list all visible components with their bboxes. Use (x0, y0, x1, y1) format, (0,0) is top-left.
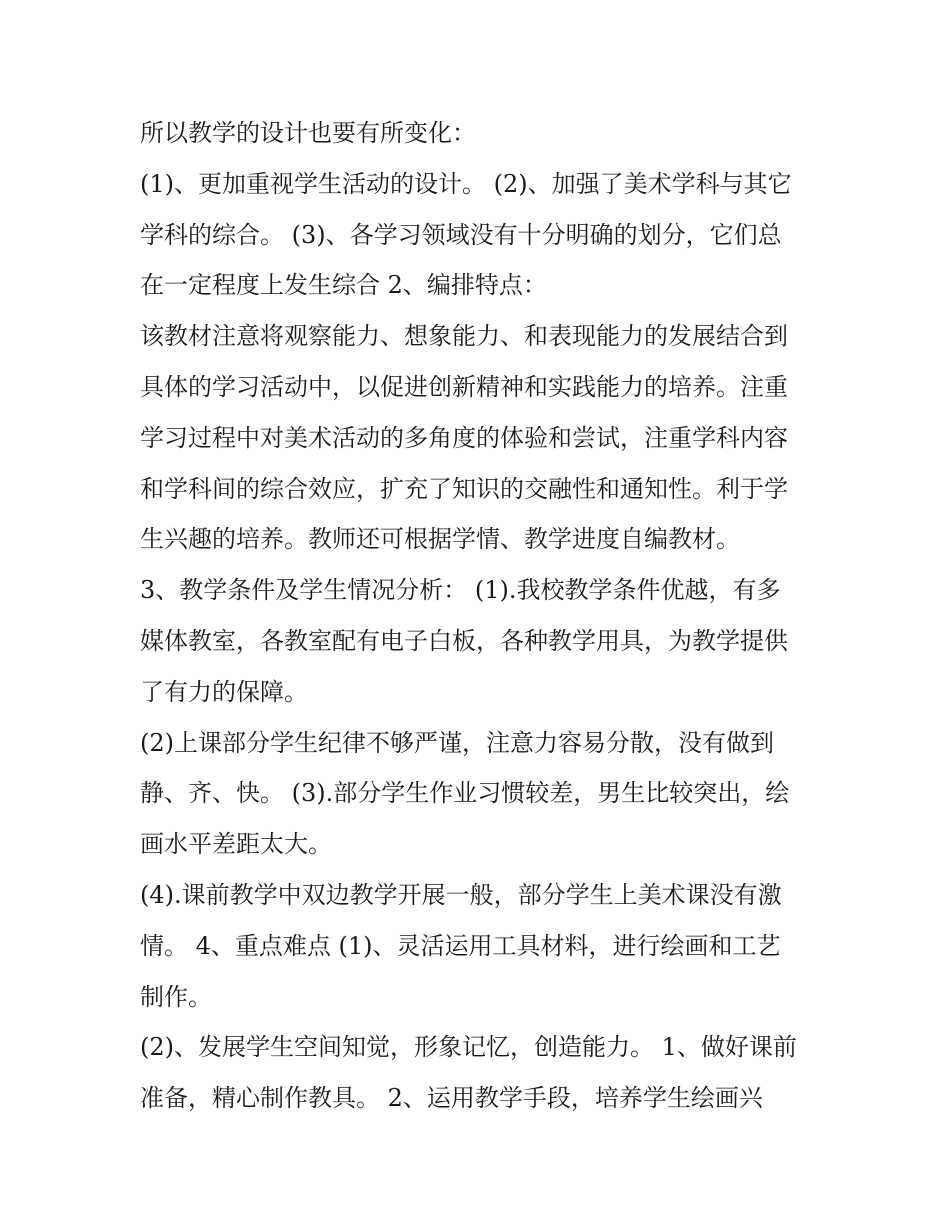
text-line: 学科的综合。 (3)、各学习领域没有十分明确的划分，它们总 (140, 220, 782, 249)
text-line: 制作。 (140, 982, 212, 1011)
text-line: 和学科间的综合效应，扩充了知识的交融性和通知性。利于学 (140, 474, 788, 503)
text-line: 所以教学的设计也要有所变化： (140, 119, 476, 147)
text-line: 具体的学习活动中，以促进创新精神和实践能力的培养。注重 (140, 372, 788, 401)
text-line: 学习过程中对美术活动的多角度的体验和尝试，注重学科内容 (140, 423, 788, 452)
text-line: (1)、更加重视学生活动的设计。 (2)、加强了美术学科与其它 (140, 169, 792, 198)
text-line: 生兴趣的培养。教师还可根据学情、教学进度自编教材。 (140, 525, 740, 554)
text-line: 准备，精心制作教具。 2、运用教学手段，培养学生绘画兴 (140, 1084, 763, 1113)
text-line: 该教材注意将观察能力、想象能力、和表现能力的发展结合到 (140, 322, 788, 351)
text-line: (4).课前教学中双边教学开展一般，部分学生上美术课没有激 (140, 880, 782, 909)
body-text (140, 108, 820, 1124)
text-line: 在一定程度上发生综合 2、编排特点： (140, 271, 547, 300)
text-line: (2)、发展学生空间知觉，形象记忆，创造能力。 1、做好课前 (140, 1033, 797, 1062)
text-line: 画水平差距太大。 (140, 830, 332, 859)
text-line: (2)上课部分学生纪律不够严谨，注意力容易分散，没有做到 (140, 728, 774, 757)
text-line: 静、齐、快。 (3).部分学生作业习惯较差，男生比较突出，绘 (140, 779, 790, 808)
text-line: 了有力的保障。 (140, 677, 308, 706)
text-line: 3、教学条件及学生情况分析： (1).我校教学条件优越，有多 (140, 576, 781, 605)
text-line: 情。 4、重点难点 (1)、灵活运用工具材料，进行绘画和工艺 (140, 931, 781, 960)
text-line: 媒体教室，各教室配有电子白板，各种教学用具，为教学提供 (140, 626, 788, 655)
